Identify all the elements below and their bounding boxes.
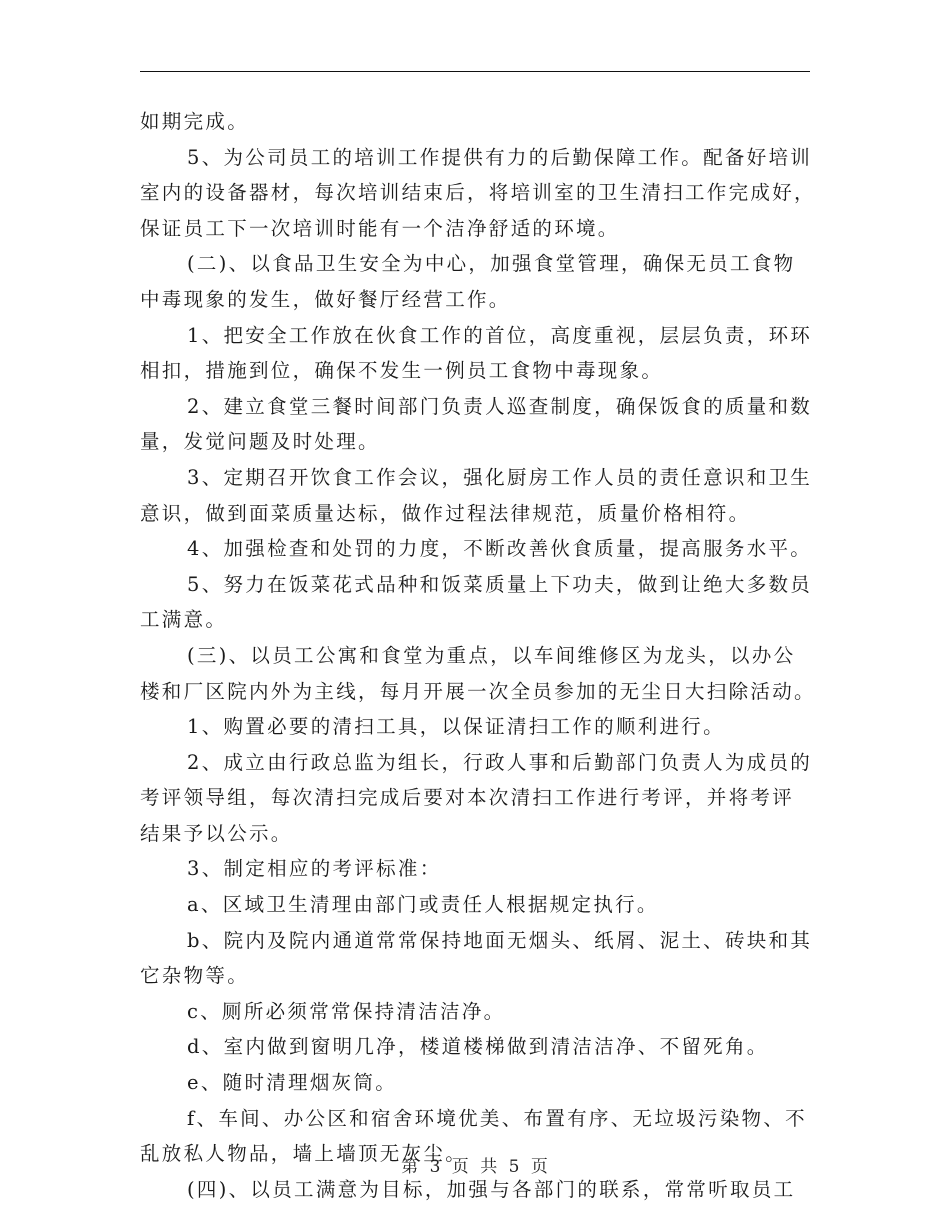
text-line: 量，发觉问题及时处理。 <box>140 430 380 454</box>
text-line: e、随时清理烟灰筒。 <box>187 1071 398 1095</box>
page-number-footer: 第 3 页 共 5 页 <box>401 1157 549 1177</box>
header-rule <box>140 71 810 72</box>
text-line: f、车间、办公区和宿舍环境优美、布置有序、无垃圾污染物、不 <box>187 1106 807 1130</box>
text-line: d、室内做到窗明几净，楼道楼梯做到清洁洁净、不留死角。 <box>187 1035 769 1059</box>
document-body <box>140 104 816 1207</box>
text-line: 保证员工下一次培训时能有一个洁净舒适的环境。 <box>140 216 620 240</box>
text-line: 5、为公司员工的培训工作提供有力的后勤保障工作。配备好培训 <box>187 145 813 169</box>
text-line: 乱放私人物品，墙上墙顶无灰尘。 <box>140 1142 468 1166</box>
text-line: 意识，做到面菜质量达标，做作过程法律规范，质量价格相符。 <box>140 501 751 525</box>
text-line: a、区域卫生清理由部门或责任人根据规定执行。 <box>187 893 659 917</box>
text-line: 室内的设备器材，每次培训结束后，将培训室的卫生清扫工作完成好， <box>140 181 816 205</box>
text-line: 中毒现象的发生，做好餐厅经营工作。 <box>140 287 511 311</box>
text-line: (四)、以员工满意为目标，加强与各部门的联系，常常听取员工 <box>187 1177 796 1201</box>
text-line: 楼和厂区院内外为主线，每月开展一次全员参加的无尘日大扫除活动。 <box>140 679 816 703</box>
text-line: 5、努力在饭菜花式品种和饭菜质量上下功夫，做到让绝大多数员 <box>187 572 813 596</box>
text-line: 3、定期召开饮食工作会议，强化厨房工作人员的责任意识和卫生 <box>187 465 813 489</box>
text-line: 如期完成。 <box>140 110 250 133</box>
text-line: (三)、以员工公寓和食堂为重点，以车间维修区为龙头，以办公 <box>187 643 796 667</box>
text-line: c、厕所必须常常保持清洁洁净。 <box>187 999 506 1023</box>
text-line: 4、加强检查和处罚的力度，不断改善伙食质量，提高服务水平。 <box>187 537 813 561</box>
text-line: 2、成立由行政总监为组长，行政人事和后勤部门负责人为成员的 <box>187 750 813 774</box>
text-line: 1、把安全工作放在伙食工作的首位，高度重视，层层负责，环环 <box>187 323 813 347</box>
text-line: 相扣，措施到位，确保不发生一例员工食物中毒现象。 <box>140 359 664 383</box>
text-line: 工满意。 <box>140 608 228 632</box>
text-line: 1、购置必要的清扫工具，以保证清扫工作的顺利进行。 <box>187 715 725 739</box>
text-line: b、院内及院内通道常常保持地面无烟头、纸屑、泥土、砖块和其 <box>187 928 813 952</box>
text-line: 考评领导组，每次清扫完成后要对本次清扫工作进行考评，并将考评 <box>140 786 795 810</box>
text-line: 结果予以公示。 <box>140 821 293 845</box>
text-line: (二)、以食品卫生安全为中心，加强食堂管理，确保无员工食物 <box>187 252 796 276</box>
text-line: 它杂物等。 <box>140 964 250 988</box>
text-line: 2、建立食堂三餐时间部门负责人巡查制度，确保饭食的质量和数 <box>187 394 813 418</box>
text-line: 3、制定相应的考评标准： <box>187 857 442 881</box>
